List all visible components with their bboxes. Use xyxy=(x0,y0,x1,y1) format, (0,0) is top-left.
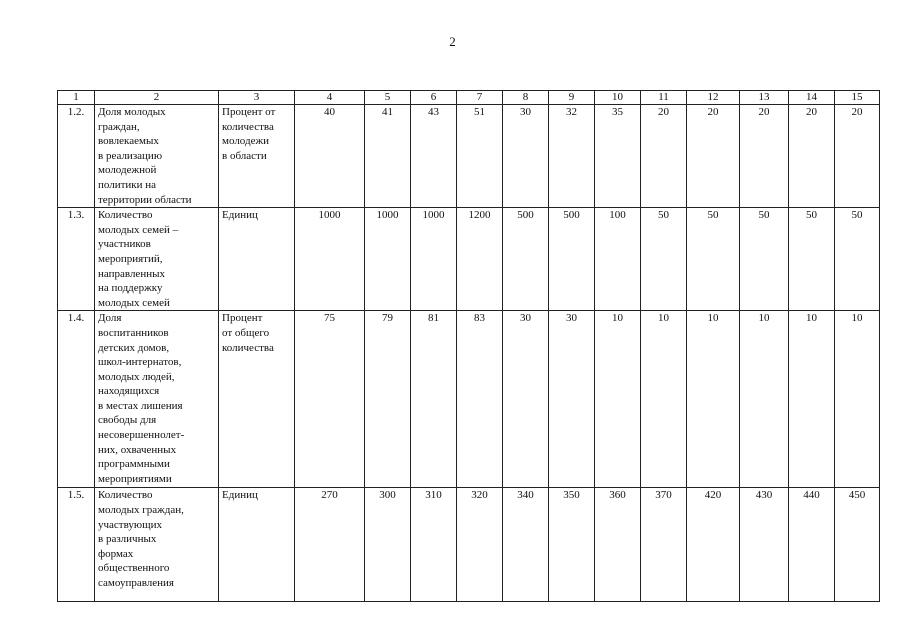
unit-cell: Процент от количества молодежи в области xyxy=(219,105,295,208)
table-row xyxy=(58,208,880,311)
value-cell: 75 xyxy=(295,311,365,488)
value-cell: 10 xyxy=(789,311,835,488)
value-cell: 30 xyxy=(503,311,549,488)
value-cell: 320 xyxy=(457,488,503,602)
value-cell: 10 xyxy=(595,311,641,488)
value-cell: 10 xyxy=(835,311,880,488)
value-cell: 310 xyxy=(411,488,457,602)
value-cell: 20 xyxy=(687,105,740,208)
header-cell: 3 xyxy=(219,91,295,105)
value-cell: 51 xyxy=(457,105,503,208)
table-row xyxy=(58,488,880,602)
row-index: 1.2. xyxy=(58,105,95,208)
value-cell: 50 xyxy=(740,208,789,311)
value-cell: 32 xyxy=(549,105,595,208)
indicator-name: Количество молодых семей – участников мероприятий, направленных на поддержку молодых семей xyxy=(95,208,219,311)
value-cell: 41 xyxy=(365,105,411,208)
value-cell: 1000 xyxy=(295,208,365,311)
header-cell: 8 xyxy=(503,91,549,105)
header-cell: 14 xyxy=(789,91,835,105)
page-number: 2 xyxy=(449,34,456,49)
value-cell: 20 xyxy=(641,105,687,208)
unit-cell: Единиц xyxy=(219,208,295,311)
row-index: 1.5. xyxy=(58,488,95,602)
value-cell: 300 xyxy=(365,488,411,602)
value-cell: 10 xyxy=(641,311,687,488)
value-cell: 50 xyxy=(687,208,740,311)
value-cell: 43 xyxy=(411,105,457,208)
value-cell: 270 xyxy=(295,488,365,602)
value-cell: 450 xyxy=(835,488,880,602)
value-cell: 79 xyxy=(365,311,411,488)
table-row xyxy=(58,311,880,488)
row-index: 1.3. xyxy=(58,208,95,311)
value-cell: 350 xyxy=(549,488,595,602)
header-cell: 1 xyxy=(58,91,95,105)
value-cell: 1000 xyxy=(365,208,411,311)
value-cell: 370 xyxy=(641,488,687,602)
value-cell: 10 xyxy=(687,311,740,488)
value-cell: 40 xyxy=(295,105,365,208)
value-cell: 440 xyxy=(789,488,835,602)
header-cell: 12 xyxy=(687,91,740,105)
header-cell: 9 xyxy=(549,91,595,105)
value-cell: 430 xyxy=(740,488,789,602)
header-cell: 11 xyxy=(641,91,687,105)
value-cell: 35 xyxy=(595,105,641,208)
indicator-table xyxy=(57,90,880,602)
value-cell: 10 xyxy=(740,311,789,488)
header-cell: 13 xyxy=(740,91,789,105)
value-cell: 30 xyxy=(549,311,595,488)
value-cell: 1000 xyxy=(411,208,457,311)
header-cell: 10 xyxy=(595,91,641,105)
table-row xyxy=(58,105,880,208)
indicator-name: Доля воспитанников детских домов, школ-интернатов, молодых людей, находящихся в местах лишения свободы для несовершеннолет- них, охваченных программными мероприятиями xyxy=(95,311,219,488)
header-cell: 6 xyxy=(411,91,457,105)
value-cell: 100 xyxy=(595,208,641,311)
header-cell: 15 xyxy=(835,91,880,105)
value-cell: 420 xyxy=(687,488,740,602)
value-cell: 1200 xyxy=(457,208,503,311)
value-cell: 50 xyxy=(789,208,835,311)
indicator-name: Количество молодых граждан, участвующих в различных формах общественного самоуправления xyxy=(95,488,219,602)
value-cell: 20 xyxy=(835,105,880,208)
header-cell: 7 xyxy=(457,91,503,105)
header-cell: 4 xyxy=(295,91,365,105)
indicator-name: Доля молодых граждан, вовлекаемых в реализацию молодежной политики на территории области xyxy=(95,105,219,208)
value-cell: 83 xyxy=(457,311,503,488)
value-cell: 500 xyxy=(503,208,549,311)
value-cell: 30 xyxy=(503,105,549,208)
row-index: 1.4. xyxy=(58,311,95,488)
value-cell: 20 xyxy=(740,105,789,208)
value-cell: 360 xyxy=(595,488,641,602)
value-cell: 50 xyxy=(641,208,687,311)
unit-cell: Процент от общего количества xyxy=(219,311,295,488)
value-cell: 20 xyxy=(789,105,835,208)
header-cell: 5 xyxy=(365,91,411,105)
unit-cell: Единиц xyxy=(219,488,295,602)
header-row xyxy=(58,91,880,105)
value-cell: 500 xyxy=(549,208,595,311)
value-cell: 81 xyxy=(411,311,457,488)
header-cell: 2 xyxy=(95,91,219,105)
value-cell: 340 xyxy=(503,488,549,602)
value-cell: 50 xyxy=(835,208,880,311)
